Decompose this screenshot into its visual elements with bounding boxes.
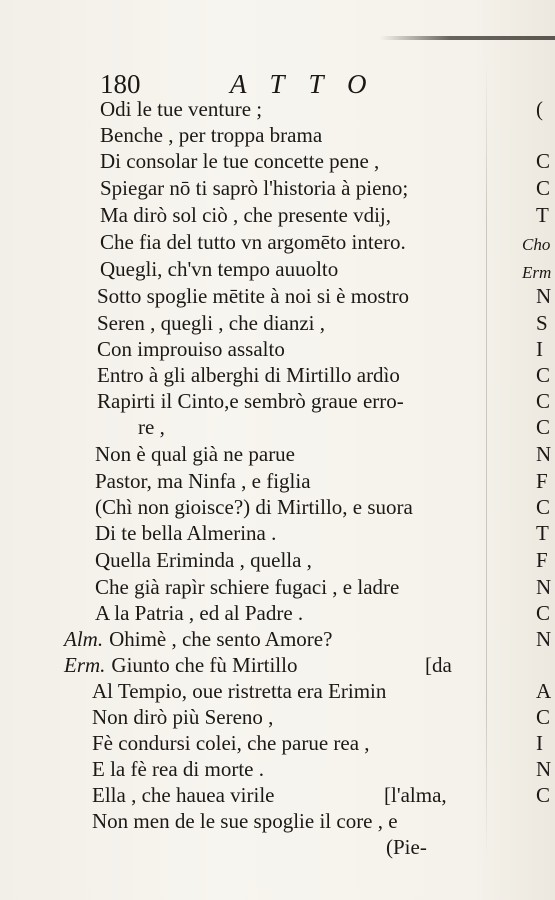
facing-fragment: A: [536, 679, 552, 703]
facing-fragment: Erm: [522, 263, 552, 282]
facing-fragment: (: [536, 97, 543, 121]
facing-fragment: N: [536, 627, 552, 651]
book-gutter: [486, 60, 487, 860]
verse-line: Sotto spoglie mētite à noi si è mostro: [97, 284, 410, 308]
speaker-line: Alm. Ohimè , che sento Amore?: [64, 627, 333, 651]
facing-fragment: N: [536, 757, 552, 781]
verse-line: Non dirò più Sereno ,: [92, 705, 274, 729]
facing-fragment: N: [536, 284, 552, 308]
verse-line: Non men de le sue spoglie il core , e: [92, 809, 398, 833]
catchword: (Pie-: [386, 835, 427, 859]
verse-line: A la Patria , ed al Padre .: [95, 601, 304, 625]
verse-line: re ,: [138, 415, 165, 439]
facing-fragment: C: [536, 783, 551, 807]
verse-line: Odi le tue venture ;: [100, 97, 263, 121]
facing-page-edge: [490, 0, 555, 900]
page-number: 180: [100, 69, 141, 99]
verse-line: Che già rapìr schiere fugaci , e ladre: [95, 575, 400, 599]
verse-line: Con improuiso assalto: [97, 337, 285, 361]
running-title: ATTO: [230, 69, 391, 99]
facing-fragment: Cho: [522, 235, 551, 254]
verse-line: Che fia del tutto vn argomēto intero.: [100, 230, 406, 254]
speaker-label: Erm.: [64, 653, 106, 677]
verse-line: Al Tempio, oue ristretta era Erimin: [92, 679, 387, 703]
verse-line: Seren , quegli , che dianzi ,: [97, 311, 326, 335]
facing-fragment: N: [536, 575, 552, 599]
verse-line: Spiegar nō ti saprò l'historia à pieno;: [100, 176, 409, 200]
facing-fragment: S: [536, 311, 548, 335]
facing-fragment: C: [536, 705, 551, 729]
facing-fragment: C: [536, 149, 551, 173]
verse-line: Di te bella Almerina .: [95, 521, 277, 545]
verse-line: Non è qual già ne parue: [95, 442, 296, 466]
verse-line: Di consolar le tue concette pene ,: [100, 149, 380, 173]
facing-fragment: T: [536, 203, 549, 227]
facing-fragment: C: [536, 389, 551, 413]
facing-fragment: C: [536, 363, 551, 387]
verse-line: Rapirti il Cinto,e sembrò graue erro-: [97, 389, 404, 413]
verse-line: Quegli, ch'vn tempo auuolto: [100, 257, 339, 281]
facing-fragment: I: [536, 731, 543, 755]
verse-line: Ella , che hauea virile: [92, 783, 275, 807]
turnover: [l'alma,: [384, 783, 447, 807]
facing-fragment: F: [536, 548, 548, 572]
facing-fragment: F: [536, 469, 548, 493]
speaker-line: Erm. Giunto che fù Mirtillo: [64, 653, 298, 677]
facing-fragment: C: [536, 415, 551, 439]
facing-fragment: I: [536, 337, 543, 361]
verse-line: Fè condursi colei, che parue rea ,: [92, 731, 370, 755]
facing-fragment: C: [536, 495, 551, 519]
facing-fragment: N: [536, 442, 552, 466]
verse-line: Entro à gli alberghi di Mirtillo ardìo: [97, 363, 400, 387]
facing-fragment: C: [536, 601, 551, 625]
verse-line: Benche , per troppa brama: [100, 123, 323, 147]
turnover: [da: [425, 653, 452, 677]
speaker-label: Alm.: [64, 627, 104, 651]
verse-line: (Chì non gioisce?) di Mirtillo, e suora: [95, 495, 413, 519]
verse-line: Ma dirò sol ciò , che presente vdij,: [100, 203, 392, 227]
facing-fragment: C: [536, 176, 551, 200]
verse-line: E la fè rea di morte .: [92, 757, 264, 781]
facing-fragment: T: [536, 521, 549, 545]
verse-line: Quella Eriminda , quella ,: [95, 548, 312, 572]
verse-line: Pastor, ma Ninfa , e figlia: [95, 469, 311, 493]
